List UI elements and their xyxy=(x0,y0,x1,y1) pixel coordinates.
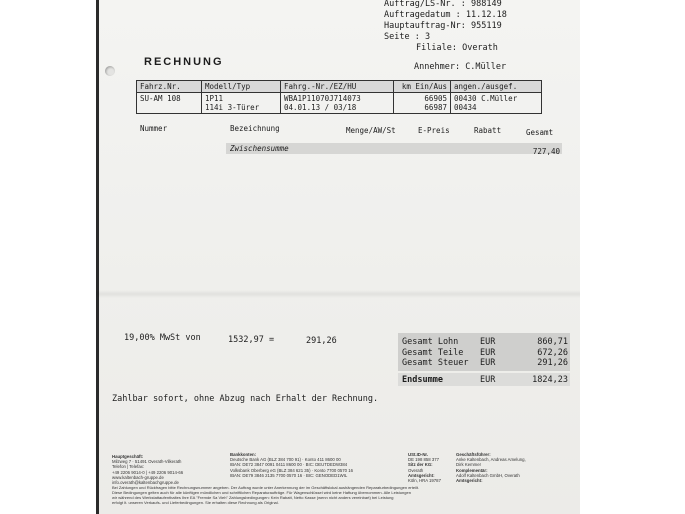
footer-bank: Bankkonten: Deutsche Bank AG (BLZ 384 700 91) · Konto 411 8600 00 IBAN: DE72 3847 0091 0411 8600 00 · BIC: DEUTDEDW384 Volksbank Oberberg eG (BLZ 384 621 35) · Konto 7700 0570 16 IBAN: DE79 3846 2135 7700 0570 16 · BIC: GENODED1WIL xyxy=(230,452,354,478)
footer-company: Hauptgeschäft: Milzweg 7 · 51491 Overath-Vilkerath Telefon | Telefax: +49 2206 9014-0 | +49 2206 9014-66 www.kaltenbach-gruppe.de info.overath@kaltenbachgruppe.de xyxy=(112,454,222,485)
punch-hole xyxy=(105,66,115,76)
subtotal-label: Zwischensumme xyxy=(230,144,289,153)
subtotal-value: 727,40 xyxy=(532,147,560,156)
col-modell: Modell/Typ xyxy=(202,81,281,93)
col-angen: angen./ausgef. xyxy=(451,81,542,93)
col-head-bezeichnung: Bezeichnung xyxy=(230,124,280,133)
col-head-gesamt: Gesamt xyxy=(526,128,554,137)
model-code: 1P11 xyxy=(205,94,224,103)
col-head-menge: Menge/AW/St xyxy=(346,126,396,135)
vat-rate: 19,00% MwSt von xyxy=(124,333,201,343)
totals-list xyxy=(402,337,568,369)
total-lohn: Gesamt Lohn EUR 860,71 xyxy=(402,337,568,347)
col-head-rabatt: Rabatt xyxy=(474,126,502,135)
ez-hu: 04.01.13 / 03/18 xyxy=(284,103,357,112)
total-steuer: Gesamt Steuer EUR 291,26 xyxy=(402,358,568,368)
col-head-epreis: E-Preis xyxy=(418,126,450,135)
model-type: 114i 3-Türer xyxy=(205,103,260,112)
footer-website-link: www.kaltenbach-gruppe.de xyxy=(112,474,164,480)
footer-legal: USt.ID-Nr. DE 198 858 377 Sitz der KG: Overath Amtsgericht: Köln, HRA 19787 xyxy=(408,452,441,484)
total-teile: Gesamt Teile EUR 672,26 xyxy=(402,347,568,358)
header-row-branch: Filiale: Overath xyxy=(416,43,498,53)
col-fahrz: Fahrz.Nr. xyxy=(137,81,202,93)
vehicle-row xyxy=(137,93,542,114)
executed-by: 00434 xyxy=(454,103,477,112)
col-km: km Ein/Aus xyxy=(394,81,451,93)
header-row-order: Auftrag/LS-Nr. : 988149 xyxy=(384,0,502,9)
footer-email: info.overath@kaltenbachgruppe.de xyxy=(112,480,179,486)
vin: WBA1P11070J714073 xyxy=(284,94,361,103)
accepted-by: 00430 C.Müller xyxy=(454,94,518,103)
col-head-nummer: Nummer xyxy=(140,124,168,133)
invoice-header-info xyxy=(384,0,584,54)
document-title: RECHNUNG xyxy=(144,56,224,68)
plate: SU-AM 108 xyxy=(140,94,181,103)
payment-note: Zahlbar sofort, ohne Abzug nach Erhalt der Rechnung. xyxy=(112,394,379,404)
vat-amount: 291,26 xyxy=(306,336,337,346)
km-out: 66987 xyxy=(424,103,447,112)
footer-management: Geschäftsführer: Anke Kaltenbach, Andreas Amelung, Dirk Kemmer Komplementär: Adolf Kaltenbach GmbH, Overath Amtsgericht: xyxy=(456,452,526,484)
col-fahrg: Fahrg.-Nr./EZ/HU xyxy=(281,81,394,93)
invoice-paper xyxy=(96,0,580,514)
vat-base: 1532,97 = xyxy=(228,335,275,345)
vehicle-table-header xyxy=(137,81,542,93)
header-row-page: Seite : 3 xyxy=(384,32,431,42)
footer-terms: Bei Zahlungen und Rückfragen bitte Rechnungsnummer angeben. Der Auftrag wurde unter Anerkennung der im Geschäftslokal aushängenden Reparaturbedingungen erteilt. Diese Bedingungen gelten auch für alle künftigen mündlichen und schriftlichen Reparaturaufträge. Für Wagenschlüssel wird keine Haftung übernommen. Alle Leistungen wir während des Werkstattaufenthaltes Ihre EA "Fremde Sa Vieh" Zahlungsbedingungen: Kein Rabatt, Netto Kasse (wenn nicht anders vereinbart) bei Leistung erfolgt lt. unseren Verkaufs- und Lieferbedingungen. Sie erhalten diese Rechnung als Original. xyxy=(112,485,420,505)
header-row-mainorder: Hauptauftrag-Nr: 955119 xyxy=(384,21,502,31)
header-row-date: Auftragedatum : 11.12.18 xyxy=(384,10,507,20)
vehicle-table xyxy=(136,80,542,114)
km-in: 66905 xyxy=(424,94,447,103)
annehmer: Annehmer: C.Müller xyxy=(414,62,507,72)
endsumme-row: Endsumme EUR 1824,23 xyxy=(402,375,568,385)
